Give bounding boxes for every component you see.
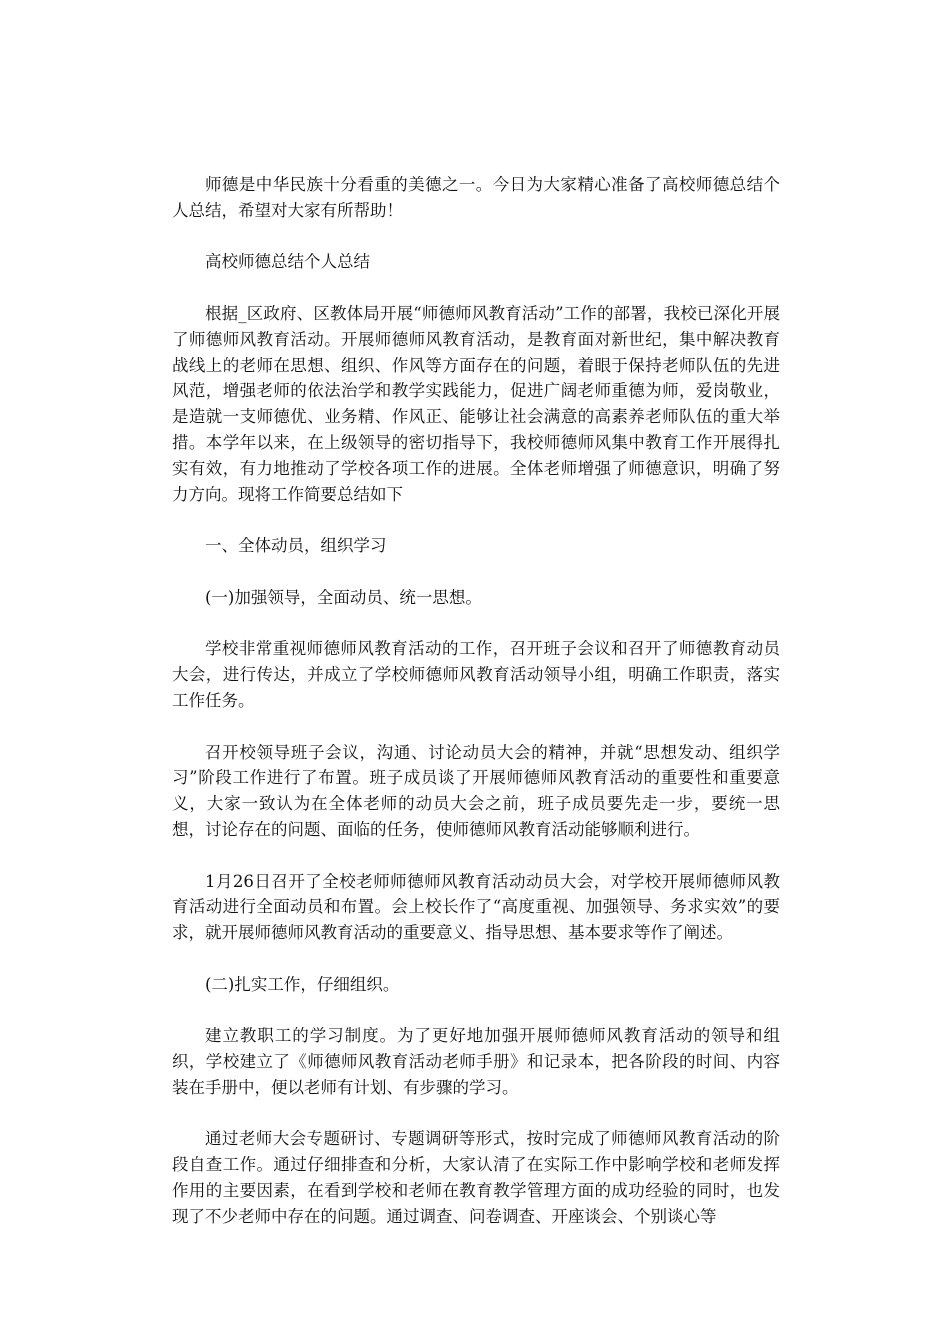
document-title: 高校师德总结个人总结 bbox=[205, 252, 370, 272]
section-heading: 一、全体动员，组织学习 bbox=[205, 536, 387, 556]
document-body bbox=[172, 172, 780, 1255]
intro-paragraph: 师德是中华民族十分看重的美德之一。今日为大家精心准备了高校师德总结个人总结，希望对大家有所帮助！ bbox=[172, 175, 780, 220]
body-paragraph: 建立教职工的学习制度。为了更好地加强开展师德师风教育活动的领导和组织，学校建立了《师德师风教育活动老师手册》和记录本，把各阶段的时间、内容装在手册中，便以老师有计划、有步骤的学习。 bbox=[172, 1026, 780, 1097]
body-paragraph: 根据_区政府、区教体局开展“师德师风教育活动”工作的部署，我校已深化开展了师德师风教育活动。开展师德师风教育活动，是教育面对新世纪，集中解决教育战线上的老师在思想、组织、作风等方面存在的问题，着眼于保持老师队伍的先进风范，增强老师的依法治学和教学实践能力，促进广阔老师重德为师，爱岗敬业，是造就一支师德优、业务精、作风正、能够让社会满意的高素养老师队伍的重大举措。本学年以来，在上级领导的密切指导下，我校师德师风集中教育工作开展得扎实有效，有力地推动了学校各项工作的进展。全体老师增强了师德意识，明确了努力方向。现将工作简要总结如下 bbox=[172, 303, 780, 504]
body-paragraph: 学校非常重视师德师风教育活动的工作，召开班子会议和召开了师德教育动员大会，进行传达，并成立了学校师德师风教育活动领导小组，明确工作职责，落实工作任务。 bbox=[172, 639, 780, 710]
subsection-heading: (一)加强领导，全面动员、统一思想。 bbox=[205, 587, 482, 607]
body-paragraph: 召开校领导班子会议，沟通、讨论动员大会的精神，并就“思想发动、组织学习”阶段工作进行了布置。班子成员谈了开展师德师风教育活动的重要性和重要意义，大家一致认为在全体老师的动员大会之前，班子成员要先走一步，要统一思想，讨论存在的问题、面临的任务，使师德师风教育活动能够顺利进行。 bbox=[172, 742, 780, 839]
body-paragraph: 通过老师大会专题研讨、专题调研等形式，按时完成了师德师风教育活动的阶段自查工作。通过仔细排查和分析，大家认清了在实际工作中影响学校和老师发挥作用的主要因素，在看到学校和老师在教育教学管理方面的成功经验的同时，也发现了不少老师中存在的问题。通过调查、问卷调查、开座谈会、个别谈心等 bbox=[172, 1129, 780, 1226]
subsection-heading: (二)扎实工作，仔细组织。 bbox=[205, 974, 400, 994]
body-paragraph: 1月26日召开了全校老师师德师风教育活动动员大会，对学校开展师德师风教育活动进行全面动员和布置。会上校长作了“高度重视、加强领导、务求实效”的要求，就开展师德师风教育活动的重要意义、指导思想、基本要求等作了阐述。 bbox=[172, 871, 780, 943]
